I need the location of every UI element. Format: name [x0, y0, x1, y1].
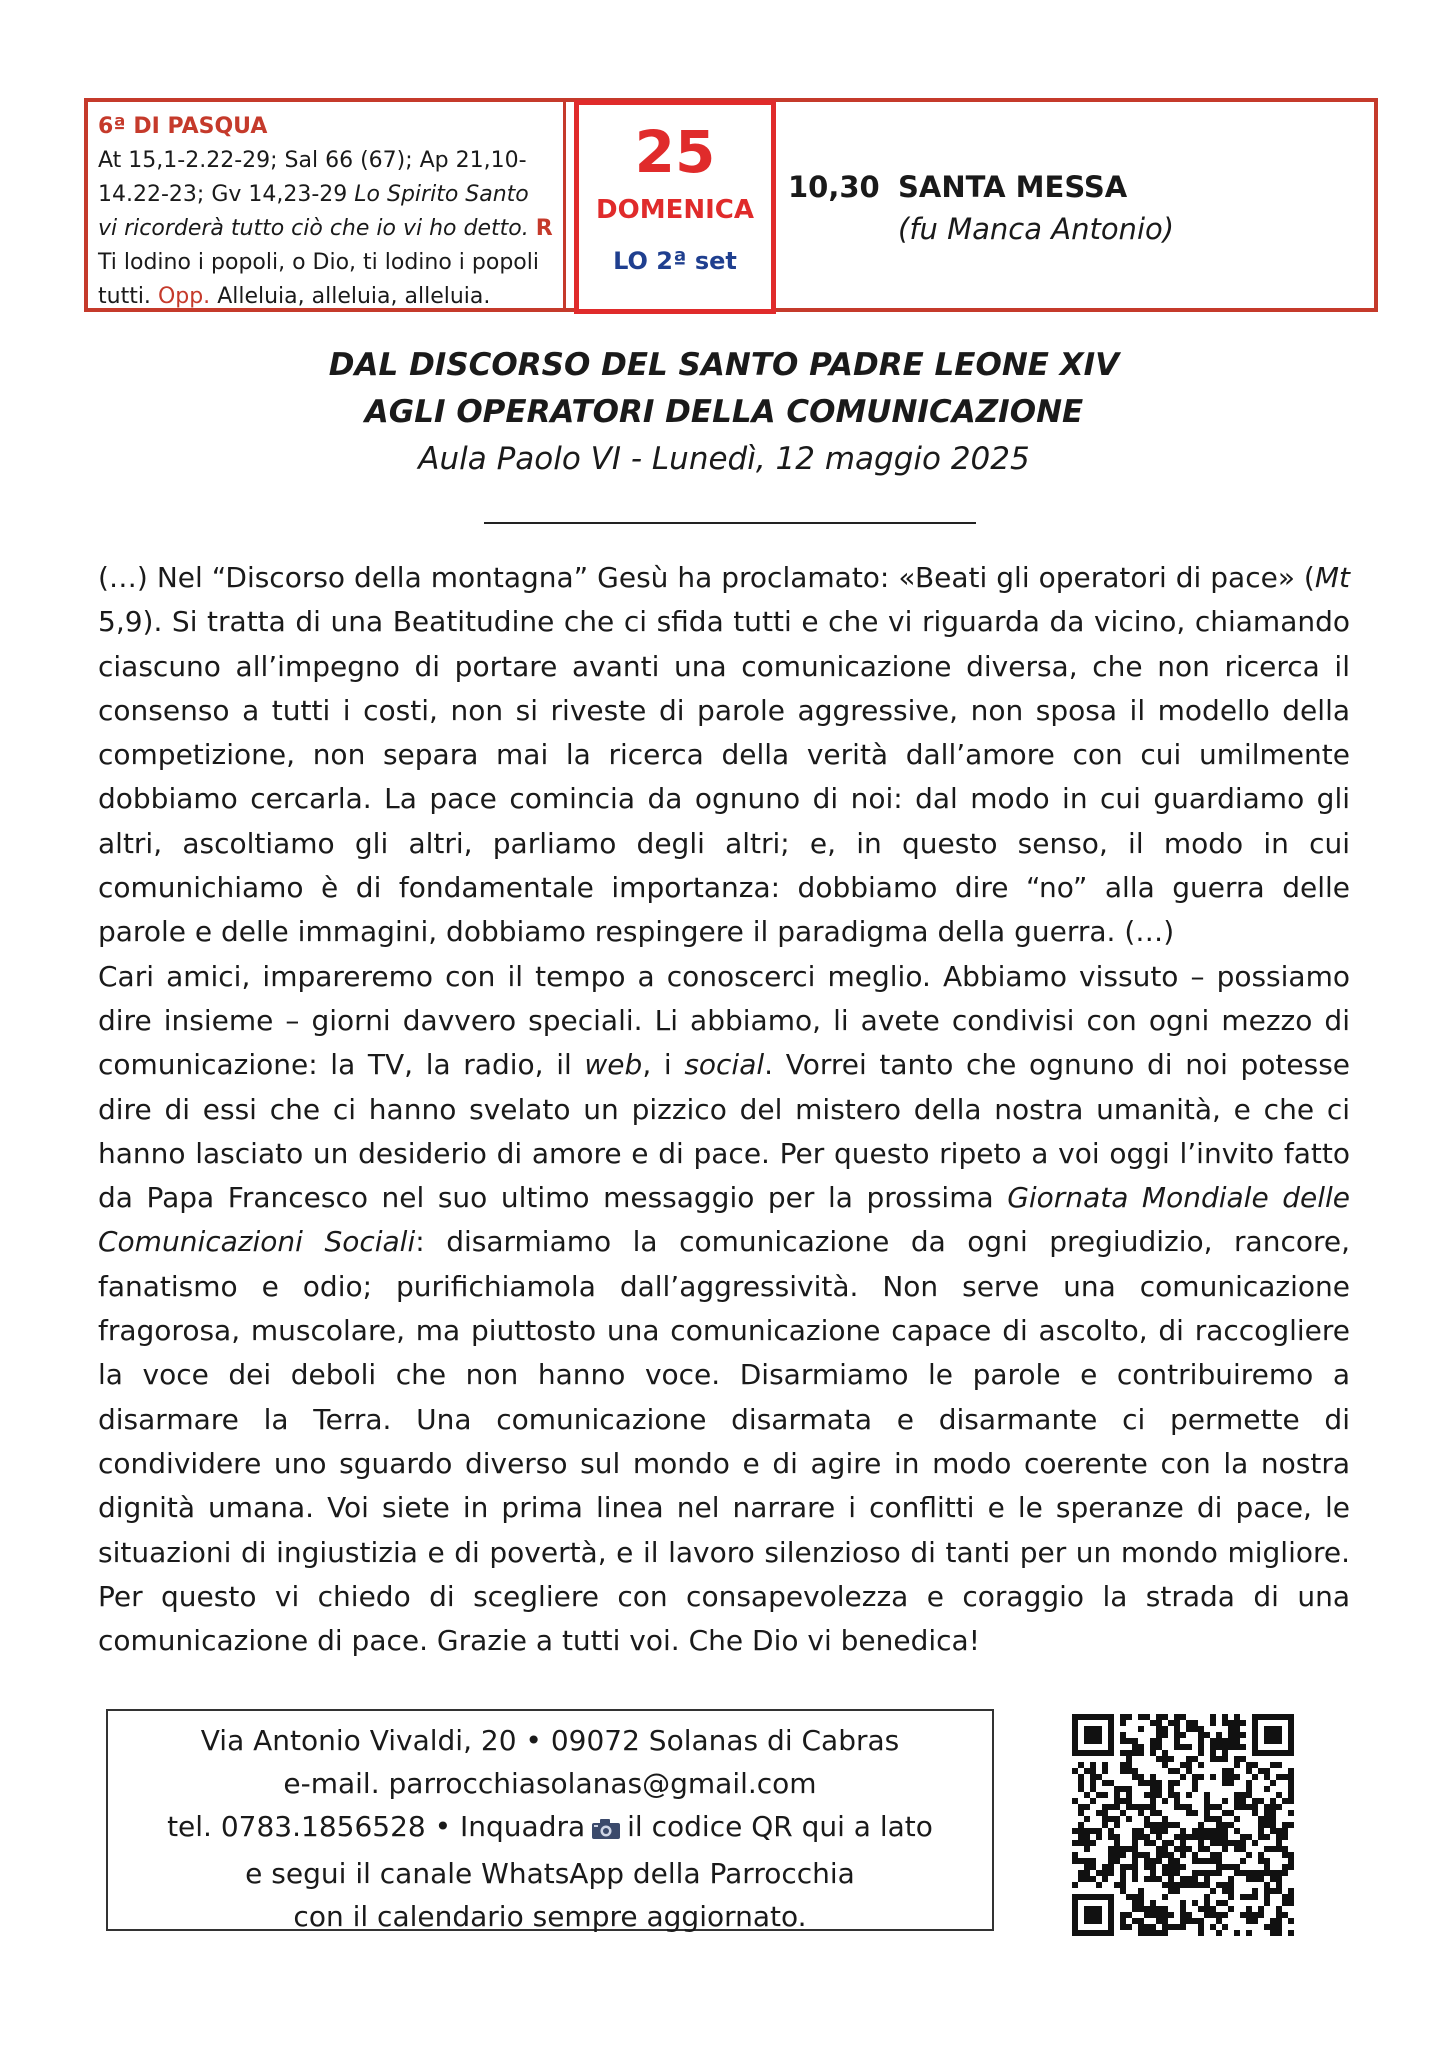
p2-text-b: , i: [642, 1048, 685, 1082]
title-line-1: DAL DISCORSO DEL SANTO PADRE LEONE XIV: [328, 347, 1120, 383]
r-marker: R: [535, 216, 553, 241]
qr-code-icon[interactable]: [1072, 1714, 1294, 1936]
event-intention: (fu Manca Antonio): [898, 212, 1175, 246]
paragraph-1: [98, 556, 1350, 955]
readings-text: [98, 144, 553, 314]
phone-line: [108, 1805, 992, 1852]
camera-icon: [591, 1809, 621, 1852]
title-line-3: Aula Paolo VI - Lunedì, 12 maggio 2025: [418, 441, 1030, 477]
liturgy-of-hours: LO 2ª set: [613, 247, 737, 275]
readings: At 15,1-2.22-29; Sal 66 (67); Ap 21,10-14.22-23; Gv 14,23-29: [98, 148, 527, 207]
event-title: SANTA MESSA: [898, 170, 1128, 204]
opp-marker: Opp.: [157, 284, 211, 309]
paragraph-2: [98, 955, 1350, 1664]
calendar-line: con il calendario sempre aggiornato.: [293, 1900, 807, 1933]
gospel-quote: Lo Spirito Santo vi ricorderà tutto ciò che io vi ho detto.: [98, 182, 529, 241]
contact-box: [106, 1709, 994, 1931]
psalm-response: Ti lodino i popoli, o Dio, ti lodino i popoli tutti.: [98, 250, 539, 309]
speech-text: [98, 556, 1350, 1663]
p2-web: web: [584, 1048, 643, 1082]
p2-social: social: [684, 1048, 765, 1082]
title-line-2: AGLI OPERATORI DELLA COMUNICAZIONE: [364, 394, 1084, 430]
date-box: [574, 100, 776, 314]
header-box: [84, 98, 1378, 312]
p1-ref: Mt: [1314, 561, 1350, 594]
p1-text-a: (…) Nel “Discorso della montagna” Gesù ha proclamato: «Beati gli operatori di pace» (: [98, 561, 1315, 594]
email: e-mail. parrocchiasolanas@gmail.com: [283, 1767, 817, 1800]
qr-instruction: il codice QR qui a lato: [627, 1810, 933, 1843]
sunday-title: 6ª DI PASQUA: [98, 114, 268, 139]
event-time: 10,30: [788, 170, 880, 204]
weekday: DOMENICA: [596, 195, 754, 225]
address: Via Antonio Vivaldi, 20 • 09072 Solanas di Cabras: [200, 1724, 900, 1757]
liturgy-panel: [88, 102, 566, 308]
p2-text-c: . Vorrei tanto che ognuno di noi potesse dire di essi che ci hanno svelato un pizzico del mistero della nostra umanità, e che ci hanno lasciato un desiderio di amore e di pace. Per questo ripeto a voi oggi l’invito fatto da Papa Francesco nel suo ultimo messaggio per la prossima: [98, 1048, 1351, 1215]
document-title: [84, 342, 1364, 483]
phone: tel. 0783.1856528 • Inquadra: [167, 1810, 586, 1843]
date-number: 25: [634, 118, 716, 186]
antiphon: Alleluia, alleluia, alleluia.: [217, 284, 491, 309]
whatsapp-line: e segui il canale WhatsApp della Parrocchia: [245, 1857, 855, 1890]
p1-text-b: 5,9). Si tratta di una Beatitudine che ci sfida tutti e che vi riguarda da vicino, chiamando ciascuno all’impegno di portare avanti una comunicazione diversa, che non ricerca il consenso a tutti i costi, non si riveste di parole aggressive, non sposa il modello della competizione, non separa mai la ricerca della verità dall’amore con cui umilmente dobbiamo cercarla. La pace comincia da ognuno di noi: dal modo in cui guardiamo gli altri, ascoltiamo gli altri, parliamo degli altri; e, in questo senso, il modo in cui comunichiamo è di fondamentale importanza: dobbiamo dire “no” alla guerra delle parole e delle immagini, dobbiamo respingere il paradigma della guerra. (…): [98, 605, 1350, 949]
p2-text-d: : disarmiamo la comunicazione da ogni pregiudizio, rancore, fanatismo e odio; purifichiamola dall’aggressività. Non serve una comunicazione fragorosa, muscolare, ma piuttosto una comunicazione capace di ascolto, di raccogliere la voce dei deboli che non hanno voce. Disarmiamo le parole e contribuiremo a disarmare la Terra. Una comunicazione disarmata e disarmante ci permette di condividere uno sguardo diverso sul mondo e di agire in modo coerente con la nostra dignità umana. Voi siete in prima linea nel narrare i conflitti e le speranze di pace, le situazioni di ingiustizia e di povertà, e il lavoro silenzioso di tanti per un mondo migliore. Per questo vi chiedo di scegliere con consapevolezza e coraggio la strada di una comunicazione di pace. Grazie a tutti voi. Che Dio vi benedica!: [98, 1225, 1350, 1658]
p2-giornata: Giornata Mondiale delle Comunicazioni Sociali: [98, 1181, 1350, 1259]
title-divider: [484, 522, 976, 524]
p2-text-a: Cari amici, impareremo con il tempo a conoscerci meglio. Abbiamo vissuto – possiamo dire insieme – giorni davvero speciali. Li abbiamo, li avete condivisi con ogni mezzo di comunicazione: la TV, la radio, il: [98, 959, 1350, 1082]
